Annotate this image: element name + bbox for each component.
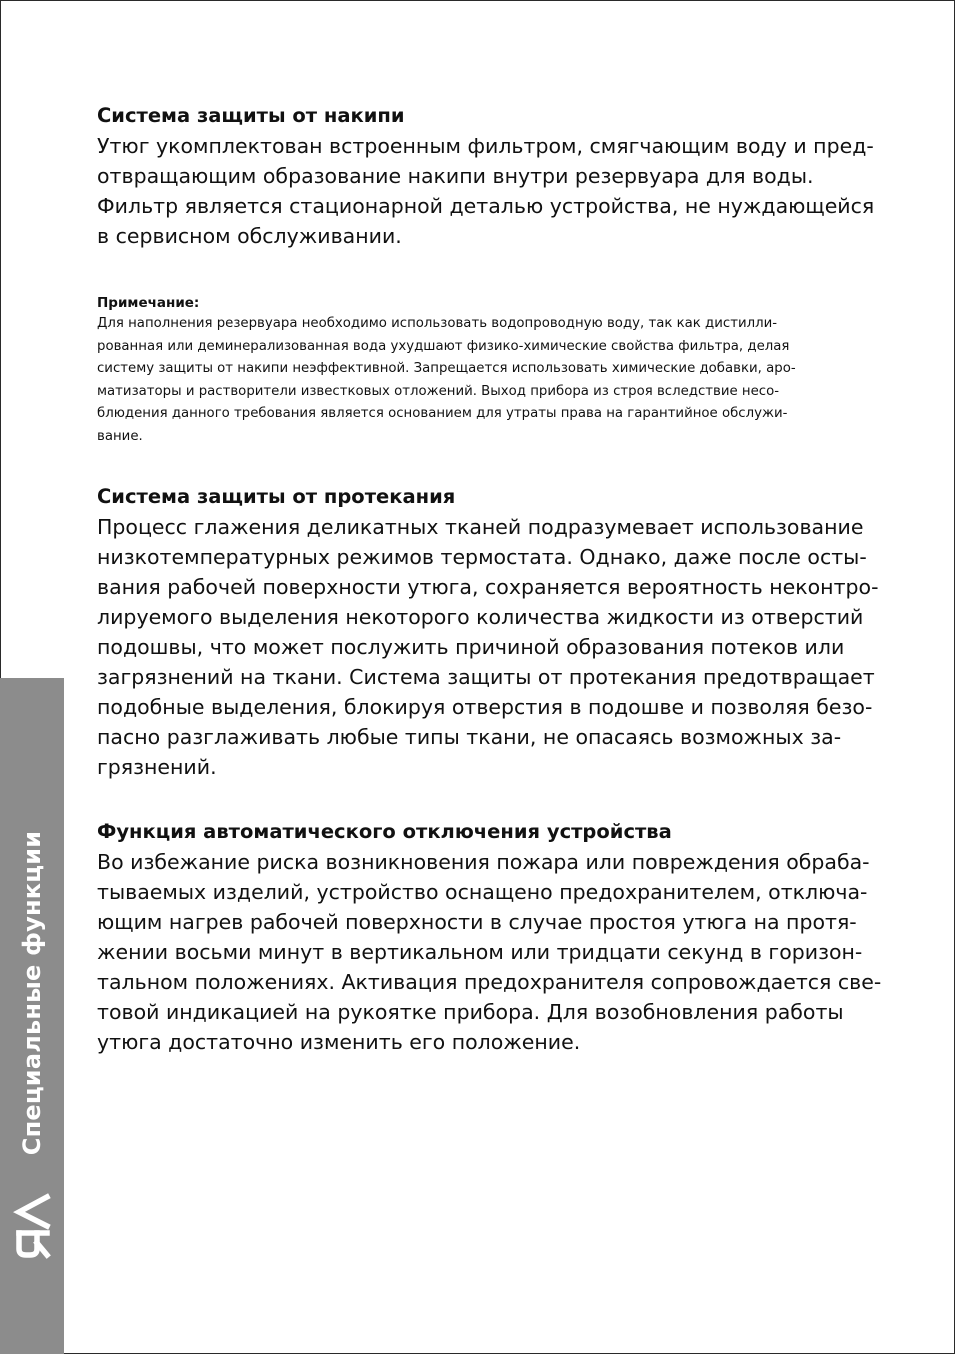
section-heading: Функция автоматического отключения устройства (97, 820, 672, 843)
text-line: в сервисном обслуживании. (97, 224, 402, 248)
section-scale-protection (97, 101, 875, 251)
text-line: Утюг укомплектован встроенным фильтром, смягчающим воду и пред- (97, 134, 874, 158)
text-line: матизаторы и растворители известковых отложений. Выход прибора из строя вследствие несо- (97, 383, 780, 399)
sidebar-title: Специальные функции (18, 830, 46, 1156)
text-line: отвращающим образование накипи внутри резервуара для воды. (97, 164, 814, 188)
note-body (97, 313, 867, 448)
brand-logo (13, 1193, 51, 1259)
text-line: систему защиты от накипи неэффективной. Запрещается использовать химические добавки, аро- (97, 361, 796, 376)
section-drip-protection (97, 482, 879, 782)
text-line: вание. (97, 428, 143, 444)
text-line: Фильтр является стационарной деталью устройства, не нуждающейся (97, 194, 875, 218)
text-line: подобные выделения, блокируя отверстия в подошве и позволяя безо- (97, 695, 873, 719)
section-body (97, 131, 875, 251)
text-line: рованная или деминерализованная вода ухудшают физико-химические свойства фильтра, делая (97, 338, 790, 354)
note-label: Примечание: (97, 295, 200, 311)
text-line: вания рабочей поверхности утюга, сохраняется вероятность неконтро- (97, 575, 879, 599)
text-line: грязнений. (97, 755, 217, 779)
main-content (97, 101, 882, 1057)
section-body (97, 847, 882, 1057)
text-line: блюдения данного требования является основанием для утраты права на гарантийное обслужи- (97, 406, 788, 421)
text-line: тальном положениях. Активация предохранителя сопровождается све- (97, 970, 882, 994)
section-heading: Система защиты от накипи (97, 104, 405, 127)
text-line: утюга достаточно изменить его положение. (97, 1030, 581, 1054)
text-line: Процесс глажения деликатных тканей подразумевает использование (97, 515, 864, 539)
text-line: пасно разглаживать любые типы ткани, не опасаясь возможных за- (97, 725, 842, 749)
section-heading: Система защиты от протекания (97, 485, 456, 508)
text-line: Во избежание риска возникновения пожара или повреждения обраба- (97, 850, 870, 874)
text-line: низкотемпературных режимов термостата. Однако, даже после осты- (97, 545, 867, 569)
text-line: загрязнений на ткани. Система защиты от протекания предотвращает (97, 665, 875, 689)
section-auto-shutoff (97, 817, 882, 1057)
text-line: Для наполнения резервуара необходимо использовать водопроводную воду, так как дистилли- (97, 316, 778, 331)
section-body (97, 512, 879, 782)
note-block (97, 293, 867, 448)
text-line: жении восьми минут в вертикальном или тридцати секунд в горизон- (97, 940, 863, 964)
text-line: подошвы, что может послужить причиной образования потеков или (97, 635, 845, 659)
text-line: товой индикацией на рукоятке прибора. Для возобновления работы (97, 1000, 844, 1024)
text-line: тываемых изделий, устройство оснащено предохранителем, отключа- (97, 880, 868, 904)
text-line: лируемого выделения некоторого количества жидкости из отверстий (97, 605, 864, 629)
text-line: ющим нагрев рабочей поверхности в случае простоя утюга на протя- (97, 910, 857, 934)
